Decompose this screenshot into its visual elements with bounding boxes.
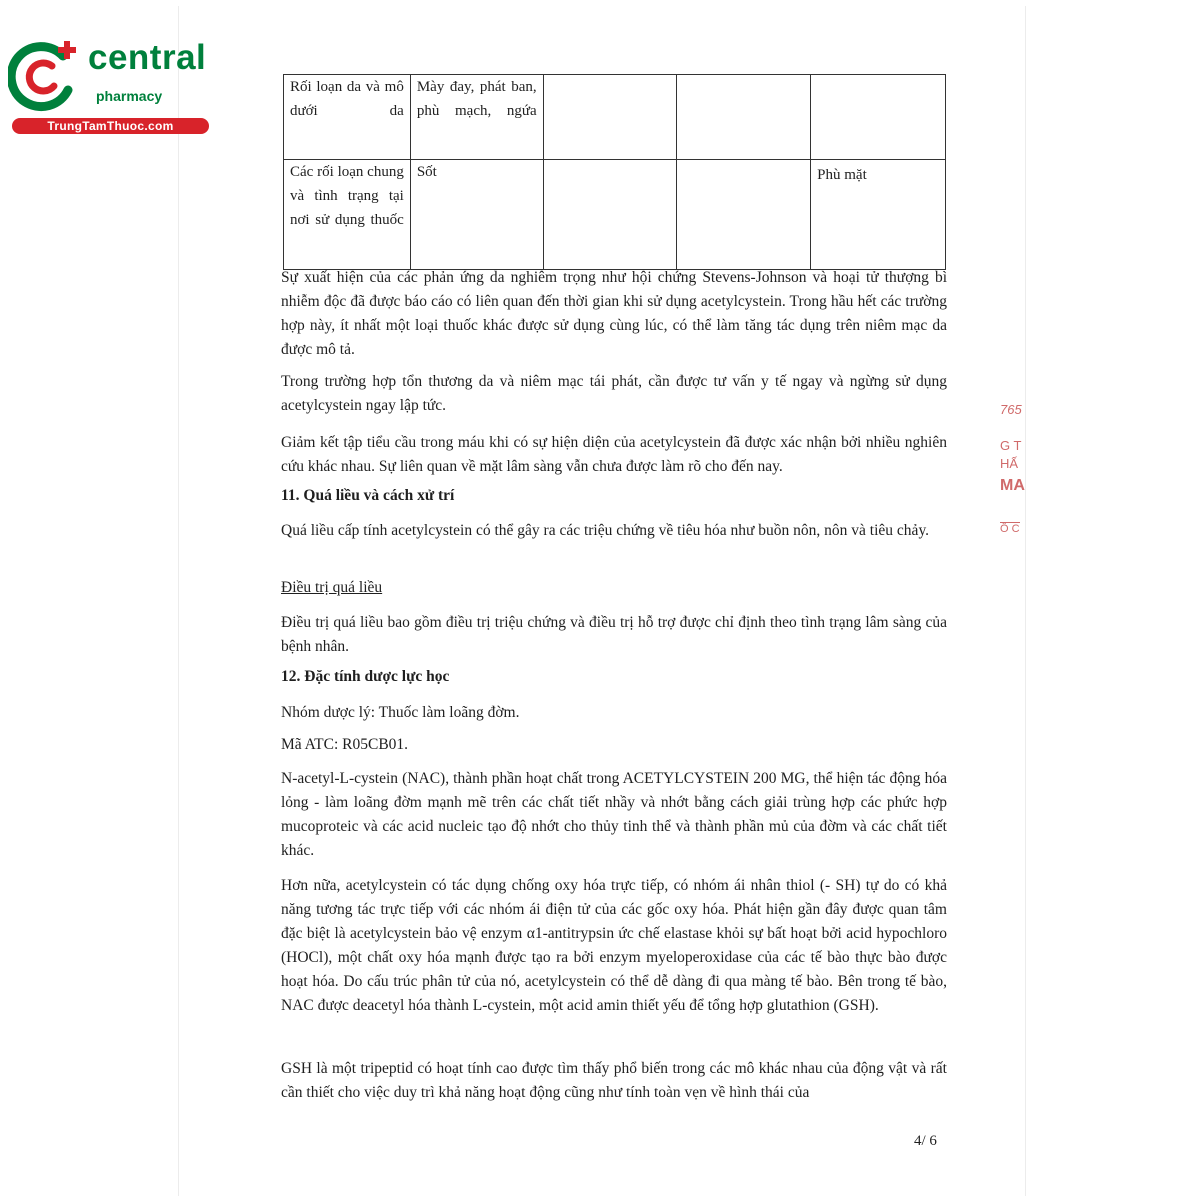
stamp-fragment: 765 bbox=[1000, 402, 1022, 417]
section-heading-12: 12. Đặc tính dược lực học bbox=[281, 668, 450, 685]
table-cell: Phù mặt bbox=[811, 160, 946, 270]
central-pharmacy-emblem-icon bbox=[8, 38, 88, 113]
table-row bbox=[284, 75, 946, 160]
paragraph: Giảm kết tập tiểu cầu trong máu khi có sự hiện diện của acetylcystein đã được xác nhận bởi nhiều nghiên cứu khác nhau. Sự liên quan về mặt lâm sàng vẫn chưa được làm rõ cho đến nay. bbox=[281, 434, 947, 475]
paragraph: Nhóm dược lý: Thuốc làm loãng đờm. bbox=[281, 704, 520, 721]
page-number: 4/ 6 bbox=[914, 1133, 937, 1149]
table-cell-system: Các rối loạn chung và tình trạng tại nơi sử dụng thuốc bbox=[284, 160, 411, 270]
table-row bbox=[284, 160, 946, 270]
logo-site-banner: TrungTamThuoc.com bbox=[12, 118, 209, 134]
table-cell bbox=[543, 160, 677, 270]
paragraph: Quá liều cấp tính acetylcystein có thể gây ra các triệu chứng về tiêu hóa như buồn nôn, nôn và tiêu chảy. bbox=[281, 522, 930, 539]
table-cell bbox=[543, 75, 677, 160]
logo-name: central bbox=[88, 38, 207, 77]
paragraph: N-acetyl-L-cystein (NAC), thành phần hoạt chất trong ACETYLCYSTEIN 200 MG, thể hiện tác động hóa lỏng - làm loãng đờm mạnh mẽ trên các chất tiết nhầy và nhớt bằng cách giải trùng hợp các phức hợp mucoproteic và các acid nucleic tạo độ nhớt cho thủy tinh thể và thành phần mủ của đờm và các chất tiết khác. bbox=[281, 770, 947, 859]
table-cell: Sốt bbox=[410, 160, 543, 270]
paragraph: Trong trường hợp tổn thương da và niêm mạc tái phát, cần được tư vấn y tế ngay và ngừng sử dụng acetylcystein ngay lập tức. bbox=[281, 373, 947, 414]
paragraph: Sự xuất hiện của các phản ứng da nghiêm trọng như hội chứng Stevens-Johnson và hoại tử thượng bì nhiễm độc đã được báo cáo có liên quan đến thời gian khi sử dụng acetylcystein. Trong hầu hết các trường hợp này, ít nhất một loại thuốc khác được sử dụng cùng lúc, có thể làm tăng tác dụng trên niêm mạc da được mô tả. bbox=[281, 269, 947, 358]
table-cell bbox=[811, 75, 946, 160]
paragraph: Mã ATC: R05CB01. bbox=[281, 736, 409, 753]
stamp-fragment: G T bbox=[1000, 438, 1022, 453]
stamp-fragment: MA bbox=[1000, 477, 1025, 494]
section-heading-11: 11. Quá liều và cách xử trí bbox=[281, 487, 455, 504]
adverse-effects-table bbox=[283, 74, 946, 270]
table-cell bbox=[677, 160, 811, 270]
paragraph: GSH là một tripeptid có hoạt tính cao được tìm thấy phổ biến trong các mô khác nhau của động vật và rất cần thiết cho việc duy trì khả năng hoạt động cũng như tính toàn vẹn về hình thái của bbox=[281, 1060, 947, 1101]
paragraph: Hơn nữa, acetylcystein có tác dụng chống oxy hóa trực tiếp, có nhóm ái nhân thiol (- SH) tự do có khả năng tương tác trực tiếp với các nhóm ái điện tử của các gốc oxy hóa. Phát hiện gần đây được quan tâm đặc biệt là acetylcystein bảo vệ enzym α1-antitrypsin ức chế elastase khỏi sự bất hoạt bởi acid hypochloro (HOCl), một chất oxy hóa mạnh được tạo ra bởi enzym myeloperoxidase của các tế bào thực bào được hoạt hóa. Do cấu trúc phân tử của nó, acetylcystein có thể dễ dàng đi qua màng tế bào. Bên trong tế bào, NAC được deacetyl hóa thành L-cystein, một acid amin thiết yếu để tổng hợp glutathion (GSH). bbox=[281, 877, 947, 1014]
table-cell: Mày đay, phát ban, phù mạch, ngứa bbox=[410, 75, 543, 160]
stamp-fragment: Ồ C bbox=[1000, 523, 1020, 535]
table-cell-system: Rối loạn da và mô dưới da bbox=[284, 75, 411, 160]
table-cell bbox=[677, 75, 811, 160]
logo-subtitle: pharmacy bbox=[96, 88, 163, 104]
central-pharmacy-logo bbox=[8, 38, 213, 138]
subheading-overdose-treatment: Điều trị quá liều bbox=[281, 579, 383, 596]
paragraph: Điều trị quá liều bao gồm điều trị triệu chứng và điều trị hỗ trợ được chỉ định theo tình trạng lâm sàng của bệnh nhân. bbox=[281, 614, 947, 655]
stamp-fragment: HẤ bbox=[1000, 456, 1019, 471]
